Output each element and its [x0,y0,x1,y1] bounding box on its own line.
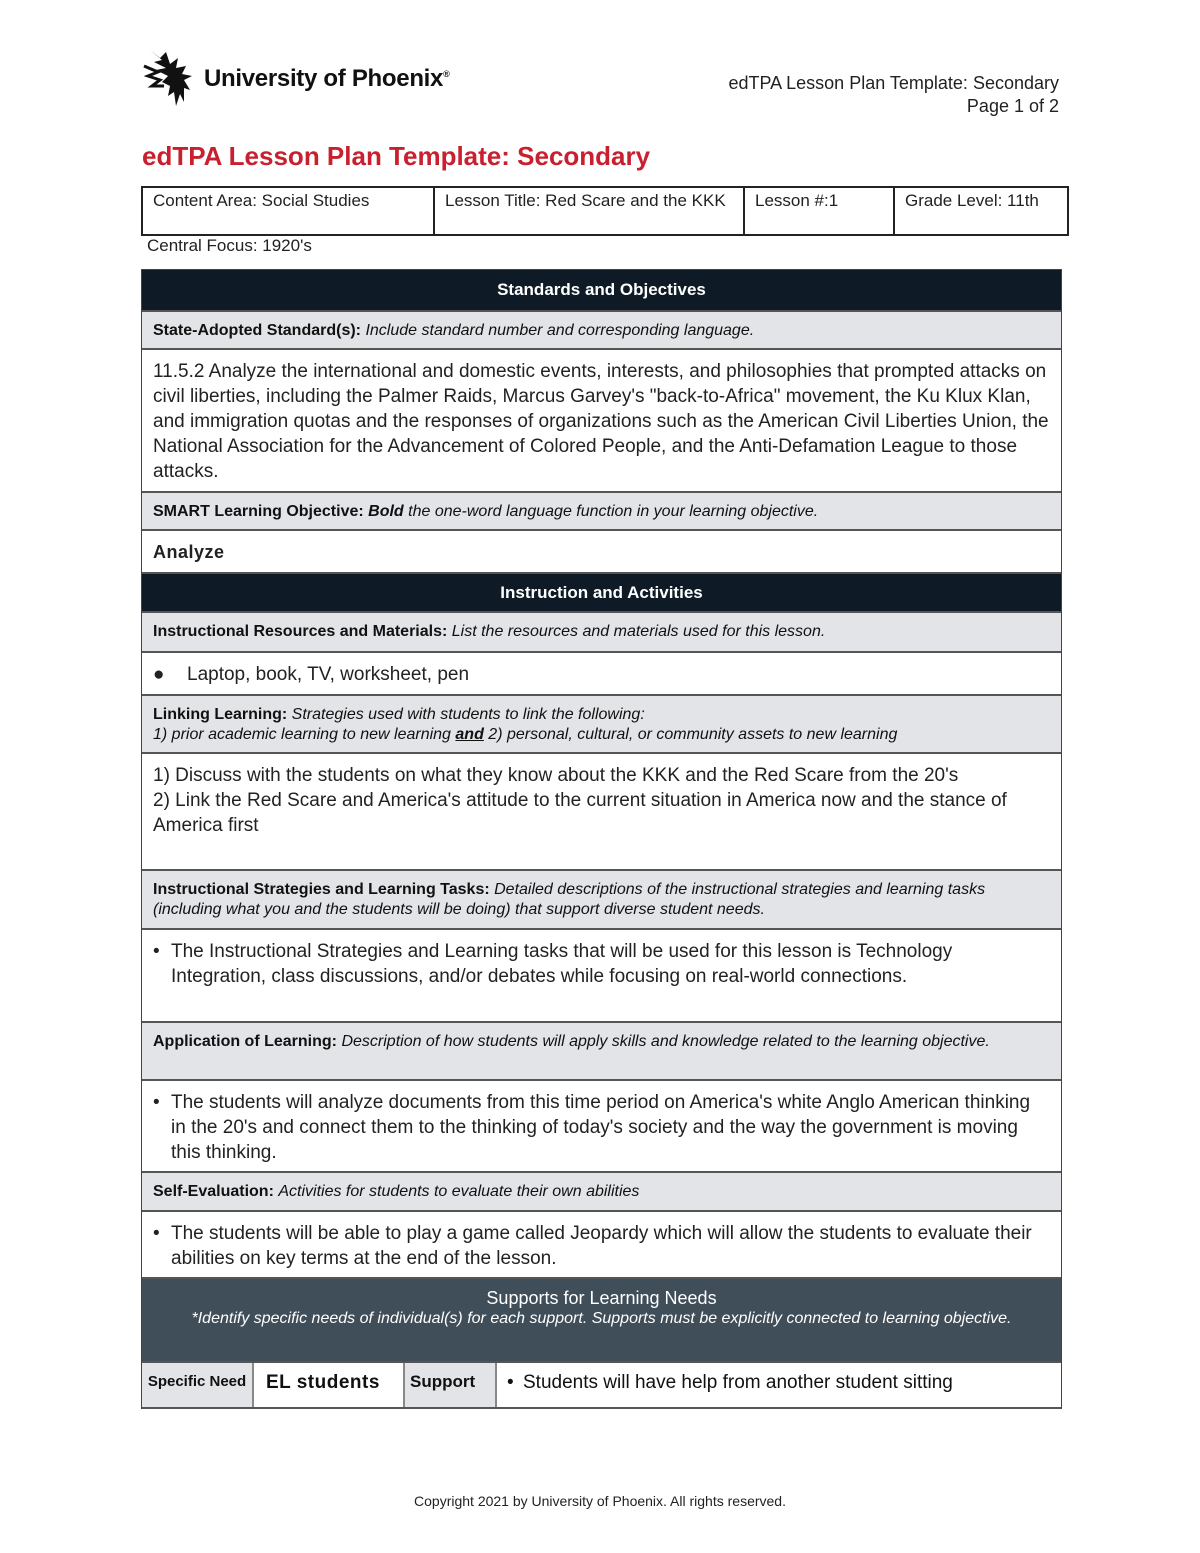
resources-row [142,653,1061,696]
copyright: Copyright 2021 by University of Phoenix. All rights reserved. [414,1493,786,1509]
list-item [153,1090,1050,1165]
supports-row [142,1363,1061,1409]
supports-title: Supports for Learning Needs [486,1288,717,1308]
specific-need-label: Specific Need [142,1363,254,1407]
lesson-title-cell: Lesson Title: Red Scare and the KKK [434,187,744,235]
linking-text-2: 2) Link the Red Scare and America's attitude to the current situation in America now and the stance of America first [153,790,1007,836]
state-standard-hint: Include standard number and corresponding language. [365,322,755,339]
smart-hint: the one-word language function in your learning objective. [408,503,819,520]
self-evaluation-hint: Activities for students to evaluate their own abilities [278,1183,640,1200]
application-label-row [142,1023,1061,1081]
linking-text-row [142,754,1061,871]
self-evaluation-row [142,1212,1061,1279]
list-item [153,662,1050,687]
resources-text: Laptop, book, TV, worksheet, pen [187,664,470,685]
grade-level-cell: Grade Level: 11th [894,187,1068,235]
application-label: Application of Learning: [153,1033,337,1050]
resources-hint: List the resources and materials used for this lesson. [451,623,826,640]
list-item [153,1221,1050,1271]
application-row [142,1081,1061,1173]
specific-need-value: EL students [254,1363,405,1407]
bullet-dot: • [507,1372,514,1393]
state-standard-text: 11.5.2 Analyze the international and domestic events, interests, and philosophies that prompted attacks on civil liberties, including the Palmer Raids, Marcus Garvey's "back-to-Africa" movement, the Ku Klux Klan, and immigration quotas and the responses of organizations such as the American Civil Liberties Union, the National Association for the Advancement of Colored People, and the Anti-Defamation League to those attacks. [142,350,1061,493]
bullet-dot: ● [153,664,165,685]
resources-label: Instructional Resources and Materials: [153,623,448,640]
support-value-cell [497,1363,1061,1407]
lesson-plan-table [141,269,1062,1409]
linking-hint-1: Strategies used with students to link the following: [291,706,645,723]
support-label: Support [405,1363,497,1407]
strategies-label: Instructional Strategies and Learning Tasks: [153,881,490,898]
application-text: The students will analyze documents from this time period on America's white Anglo American thinking in the 20's and connect them to the thinking of today's society and the way the government is moving this thinking. [171,1092,1031,1163]
self-evaluation-label: Self-Evaluation: [153,1183,274,1200]
central-focus: Central Focus: 1920's [147,236,312,255]
list-item [153,939,1050,989]
strategies-label-row [142,871,1061,930]
linking-label: Linking Learning: [153,706,288,723]
linking-hint-and: and [455,726,484,743]
document-title: edTPA Lesson Plan Template: Secondary [142,141,651,171]
template-name: edTPA Lesson Plan Template: Secondary [728,73,1059,93]
resources-label-row [142,613,1061,653]
strategies-text: The Instructional Strategies and Learning tasks that will be used for this lesson is Technology Integration, class discussions, and/or debates while focusing on real-world connections. [171,941,953,987]
support-value: Students will have help from another student sitting [523,1372,953,1393]
linking-hint-2a: 1) prior academic learning to new learning [153,726,451,743]
content-area-cell: Content Area: Social Studies [142,187,434,235]
standards-header: Standards and Objectives [142,270,1061,312]
smart-hint-bold: Bold [368,503,404,520]
page-number: Page 1 of 2 [966,96,1059,116]
lesson-number-cell: Lesson #:1 [744,187,894,235]
application-hint: Description of how students will apply skills and knowledge related to the learning objective. [341,1033,990,1050]
self-evaluation-text: The students will be able to play a game called Jeopardy which will allow the students to evaluate their abilities on key terms at the end of the lesson. [171,1223,1032,1269]
linking-label-row [142,696,1061,754]
university-logo [140,44,449,114]
linking-hint-2b: 2) personal, cultural, or community assets to new learning [488,726,898,743]
state-standard-label: State-Adopted Standard(s): [153,322,361,339]
self-evaluation-label-row [142,1173,1061,1212]
linking-text-1: 1) Discuss with the students on what they know about the KKK and the Red Scare from the 20's [153,765,959,786]
smart-objective-text: Analyze [142,531,1061,574]
supports-header [142,1279,1061,1363]
state-standard-label-row [142,312,1061,350]
smart-label: SMART Learning Objective: [153,503,364,520]
smart-objective-label-row [142,493,1061,531]
registered-mark: ® [443,69,450,79]
strategies-row [142,930,1061,1023]
logo-text: University of Phoenix [204,65,444,92]
supports-subtitle: *Identify specific needs of individual(s) for each support. Supports must be explicitly connected to learning objective. [191,1310,1012,1327]
bullet-dot: • [153,1092,160,1113]
page-header [728,72,1059,118]
lesson-info-table [141,186,1069,236]
strategies-hint: Detailed descriptions of the instructional strategies and learning tasks (including what you and the students will be doing) that support diverse student needs. [153,881,986,918]
instruction-header: Instruction and Activities [142,574,1061,613]
phoenix-bird-icon [140,46,196,112]
bullet-dot: • [153,941,160,962]
bullet-dot: • [153,1223,160,1244]
